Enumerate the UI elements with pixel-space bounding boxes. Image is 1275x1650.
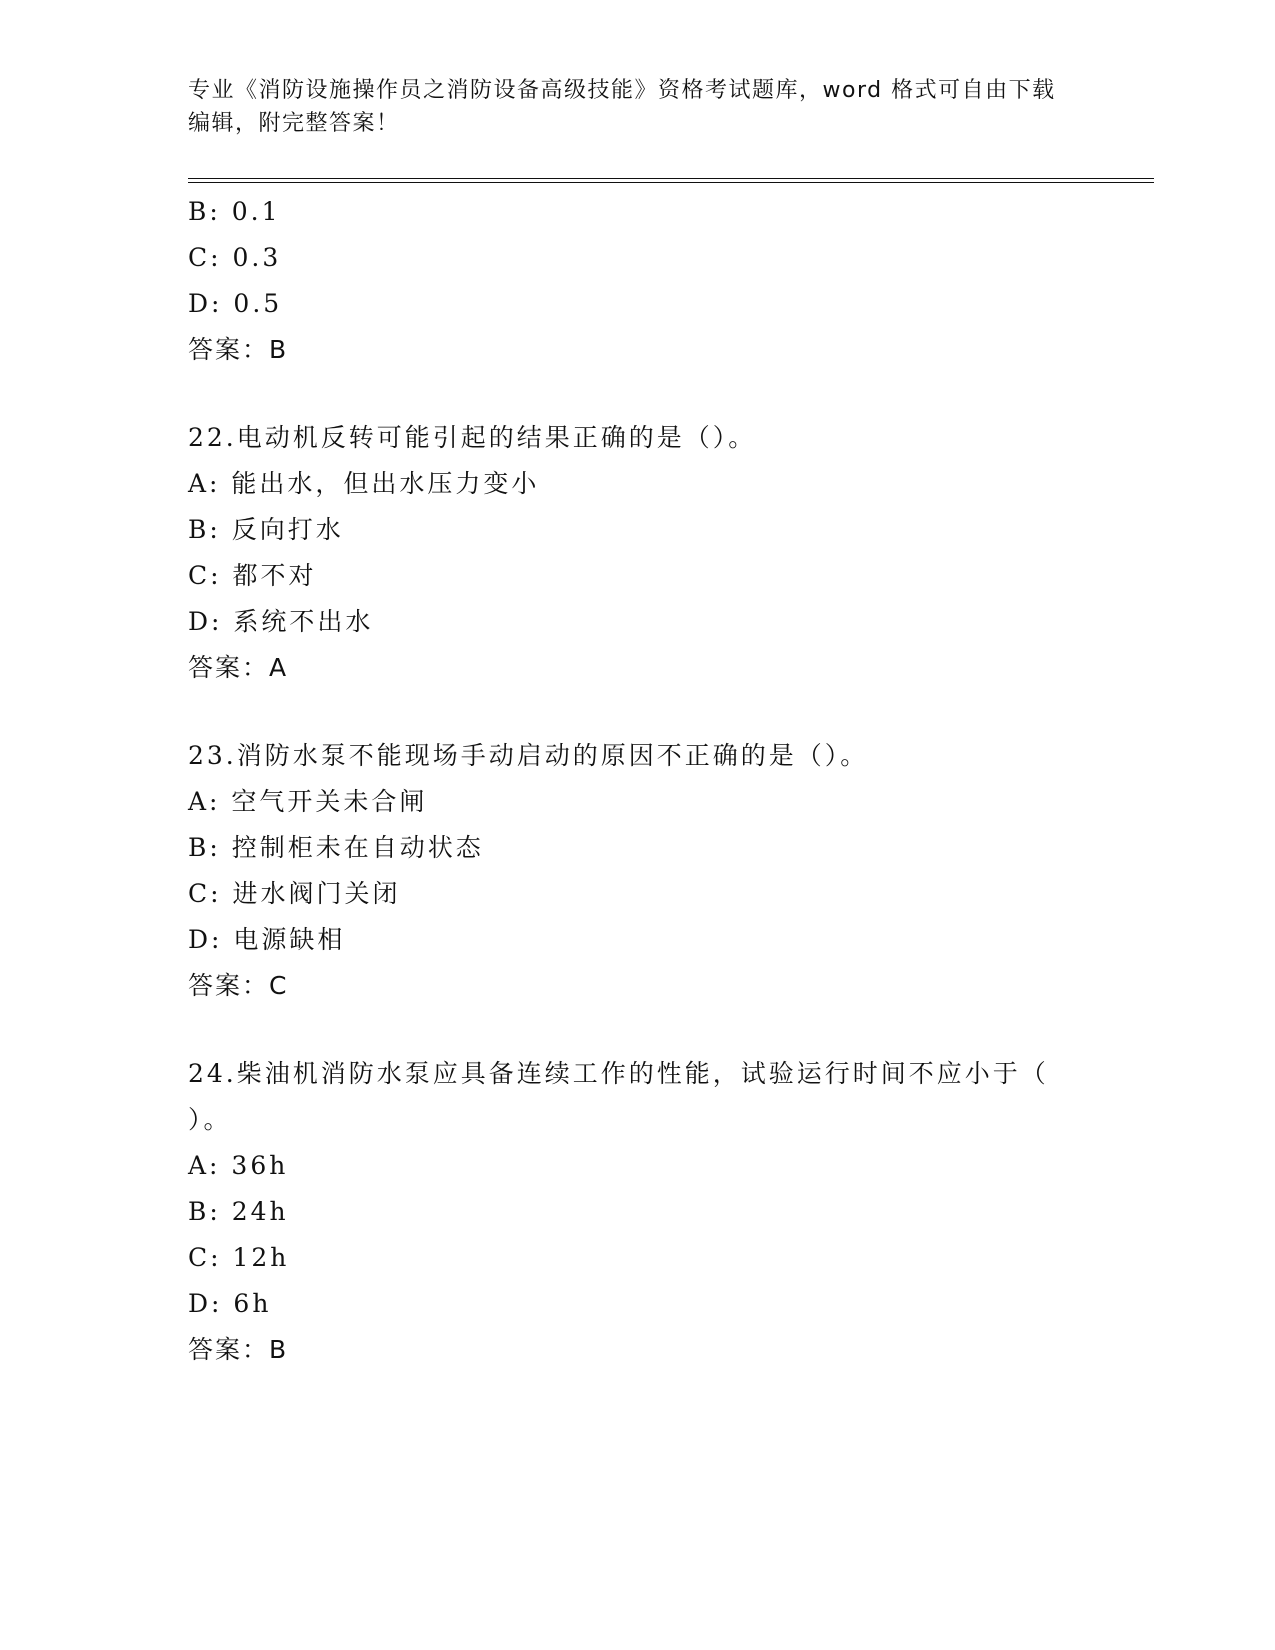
question-content [188,189,1088,1373]
question-stem: 23.消防水泵不能现场手动启动的原因不正确的是（）。 [188,741,869,770]
question-block-21 [188,189,1088,373]
question-stem: 22.电动机反转可能引起的结果正确的是（）。 [188,423,757,452]
option-b: B: 0.1 [188,197,281,226]
option-c: C: 都不对 [188,561,317,590]
option-a: A: 能出水，但出水压力变小 [188,469,540,498]
option-c: C: 12h [188,1243,290,1272]
header-rule-top [188,178,1154,179]
question-block-22 [188,415,1088,691]
question-block-24 [188,1051,1088,1373]
option-c: C: 进水阀门关闭 [188,879,401,908]
option-d: D: 6h [188,1289,272,1318]
answer-line: 答案：B [188,1335,289,1364]
option-b: B: 控制柜未在自动状态 [188,833,484,862]
spacer [188,691,1088,733]
option-a: A: 36h [188,1151,289,1180]
option-c: C: 0.3 [188,243,282,272]
spacer [188,1009,1088,1051]
option-d: D: 电源缺相 [188,925,346,954]
question-block-23 [188,733,1088,1009]
question-stem: 24.柴油机消防水泵应具备连续工作的性能，试验运行时间不应小于（ [188,1059,1049,1088]
spacer [188,373,1088,415]
answer-line: 答案：B [188,335,289,364]
question-stem-continuation: ）。 [188,1105,232,1134]
answer-line: 答案：C [188,971,289,1000]
option-d: D: 0.5 [188,289,283,318]
option-b: B: 反向打水 [188,515,344,544]
option-b: B: 24h [188,1197,289,1226]
option-d: D: 系统不出水 [188,607,374,636]
header-rule-bottom [188,182,1154,183]
answer-line: 答案：A [188,653,289,682]
option-a: A: 空气开关未合闸 [188,787,428,816]
document-header: 专业《消防设施操作员之消防设备高级技能》资格考试题库，word 格式可自由下载编辑，附完整答案！ [188,78,1056,136]
